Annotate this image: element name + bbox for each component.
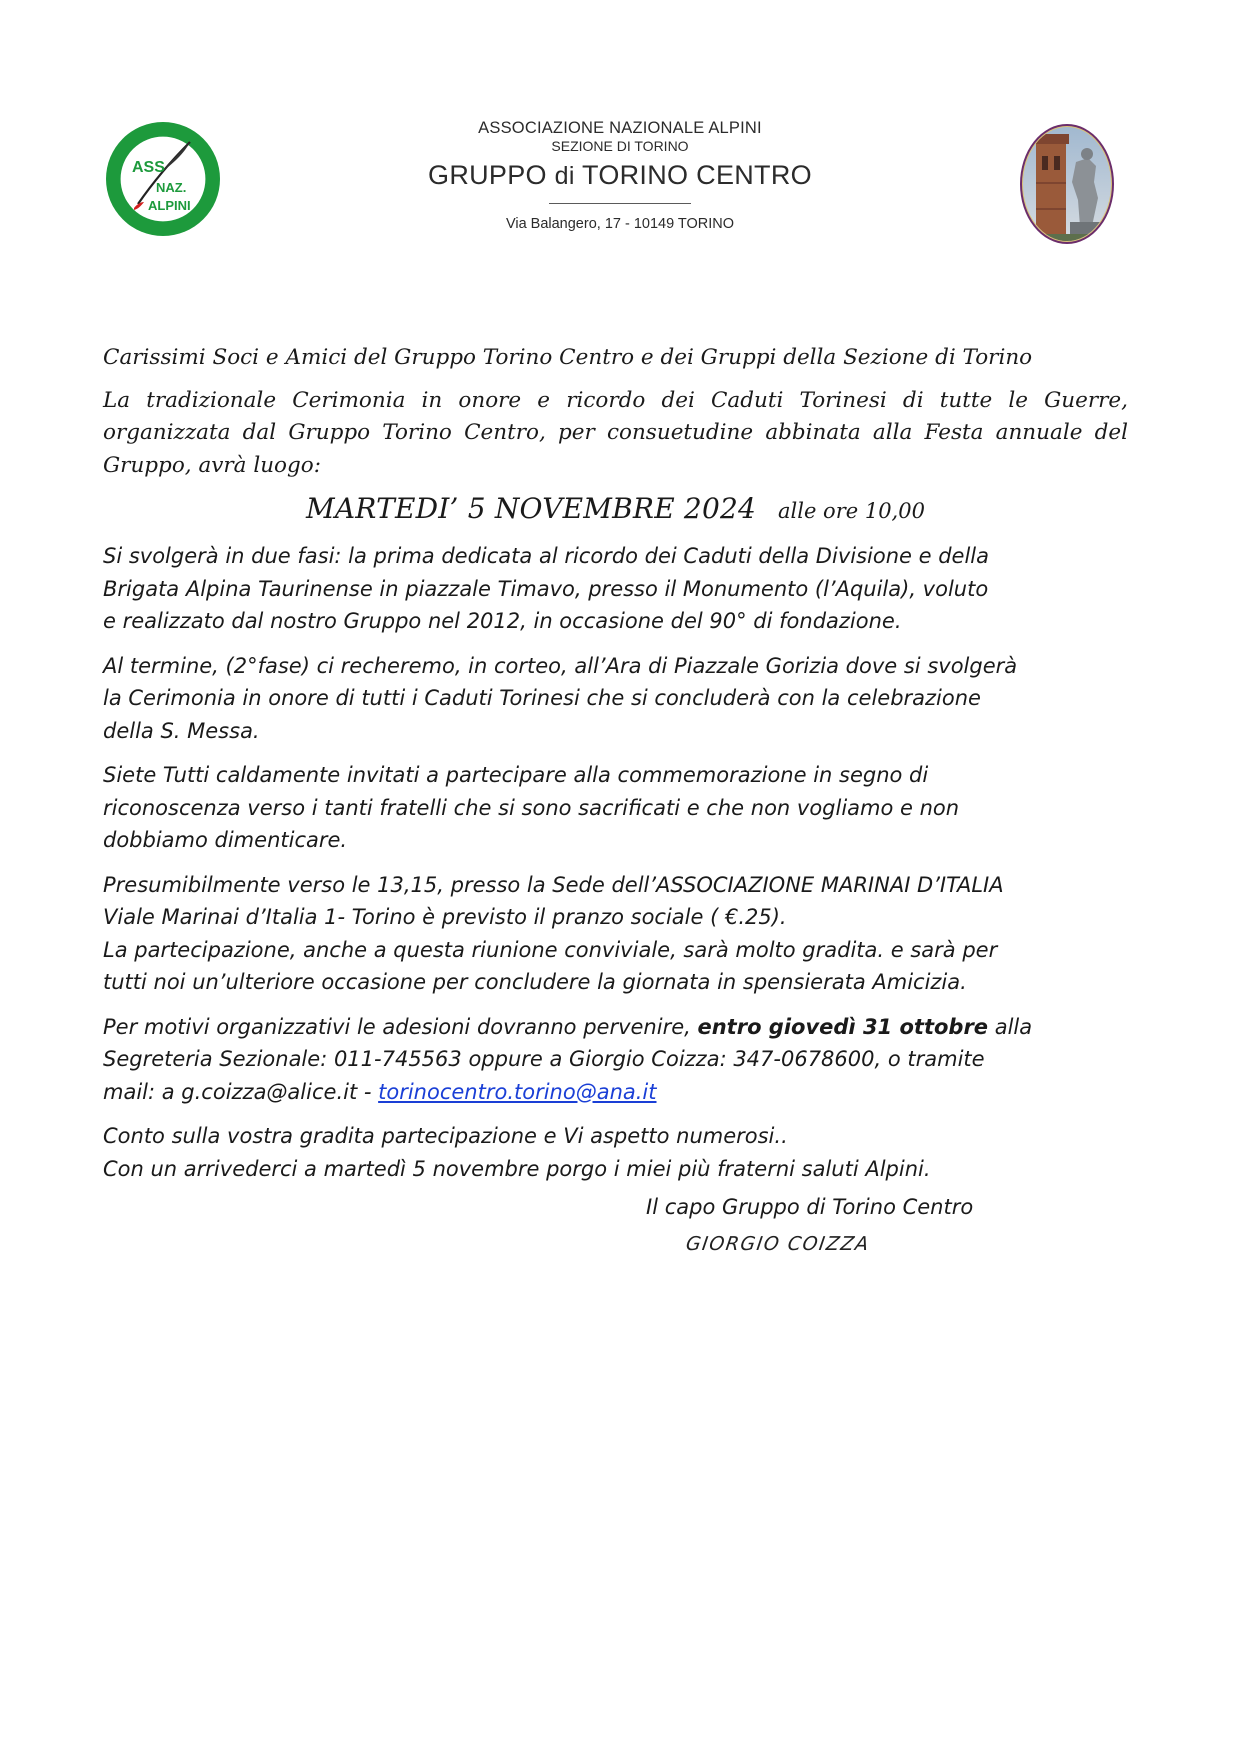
rsvp-mail-lead: mail: a g.coizza@alice.it -: [103, 1079, 379, 1104]
event-date: MARTEDI’ 5 NOVEMBRE 2024: [306, 492, 756, 525]
signature-name: GIORGIO COIZZA: [684, 1232, 872, 1255]
rsvp-line-3: [103, 1076, 1128, 1109]
rsvp-after: alla: [988, 1014, 1033, 1039]
header-divider: [549, 203, 691, 204]
phase-two-paragraph: [103, 650, 1128, 748]
paragraph-line: Brigata Alpina Taurinense in piazzale Timavo, presso il Monumento (l’Aquila), voluto: [103, 576, 989, 601]
rsvp-paragraph: [103, 1011, 1128, 1109]
paragraph-line: della S. Messa.: [103, 718, 260, 743]
signature-title: Il capo Gruppo di Torino Centro: [646, 1195, 974, 1219]
paragraph-line: Viale Marinai d’Italia 1- Torino è previsto il pranzo sociale ( €.25).: [103, 905, 787, 929]
rsvp-deadline: entro giovedì 31 ottobre: [697, 1014, 989, 1039]
group-name-lower: di: [554, 162, 575, 190]
rsvp-lead: Per motivi organizzativi le adesioni dovranno pervenire,: [103, 1014, 698, 1039]
signature-block: [103, 1191, 1128, 1260]
closing-line-2: Con un arrivederci a martedì 5 novembre porgo i miei più fraterni saluti Alpini.: [103, 1156, 931, 1181]
rsvp-line-1: [103, 1011, 1128, 1044]
group-name-suffix: TORINO CENTRO: [574, 160, 812, 190]
association-name: ASSOCIAZIONE NAZIONALE ALPINI: [478, 119, 762, 137]
group-address: Via Balangero, 17 - 10149 TORINO: [505, 216, 735, 232]
letter-body: [103, 342, 1128, 1260]
paragraph-line: tutti noi un’ulteriore occasione per concludere la giornata in spensierata Amicizia.: [103, 970, 967, 994]
paragraph-line: Si svolgerà in due fasi: la prima dedicata al ricordo dei Caduti della Divisione e della: [103, 544, 989, 568]
event-time: alle ore 10,00: [778, 499, 925, 523]
badge-text-mid: NAZ.: [156, 180, 187, 195]
rsvp-line-2: Segreteria Sezionale: 011-745563 oppure a Giorgio Coizza: 347-0678600, o tramite: [103, 1047, 985, 1071]
paragraph-line: la Cerimonia in onore di tutti i Caduti Torinesi che si concluderà con la celebrazione: [103, 686, 981, 710]
paragraph-line: Al termine, (2°fase) ci recheremo, in corteo, all’Ara di Piazzale Gorizia dove si svolgerà: [103, 653, 1018, 678]
event-date-line: [103, 490, 1128, 530]
paragraph-line: La partecipazione, anche a questa riunione conviviale, sarà molto gradita. e sarà per: [103, 937, 998, 962]
monument-medallion-image: [1018, 122, 1116, 246]
badge-text-bottom: ALPINI: [148, 198, 191, 213]
paragraph-line: Presumibilmente verso le 13,15, presso la Sede dell’ASSOCIAZIONE MARINAI D’ITALIA: [103, 872, 1004, 897]
ana-badge-logo: [104, 120, 222, 238]
association-header: [340, 118, 900, 233]
paragraph-line: Siete Tutti caldamente invitati a partecipare alla commemorazione in segno di: [103, 763, 929, 787]
lunch-paragraph: [103, 869, 1128, 999]
letterhead: [0, 100, 1241, 250]
badge-text-top: ASS: [132, 159, 165, 176]
paragraph-line: dobbiamo dimenticare.: [103, 828, 348, 852]
invitation-paragraph: [103, 759, 1128, 857]
group-name: [340, 157, 900, 194]
salutation: Carissimi Soci e Amici del Gruppo Torino Centro e dei Gruppi della Sezione di Torino: [103, 345, 1033, 370]
phase-one-paragraph: [103, 540, 1128, 638]
closing-line-1: Conto sulla vostra gradita partecipazione e Vi aspetto numerosi..: [103, 1124, 788, 1148]
intro-paragraph: La tradizionale Cerimonia in onore e ricordo dei Caduti Torinesi di tutte le Guerre, organizzata dal Gruppo Torino Centro, per consuetudine abbinata alla Festa annuale del Gruppo, avrà luogo:: [103, 387, 1128, 478]
paragraph-line: e realizzato dal nostro Gruppo nel 2012, in occasione del 90° di fondazione.: [103, 609, 902, 633]
group-name-prefix: GRUPPO: [428, 160, 555, 190]
section-name: SEZIONE DI TORINO: [551, 138, 689, 154]
group-email-link[interactable]: torinocentro.torino@ana.it: [378, 1079, 657, 1104]
paragraph-line: riconoscenza verso i tanti fratelli che si sono sacrificati e che non vogliamo e non: [103, 795, 960, 820]
